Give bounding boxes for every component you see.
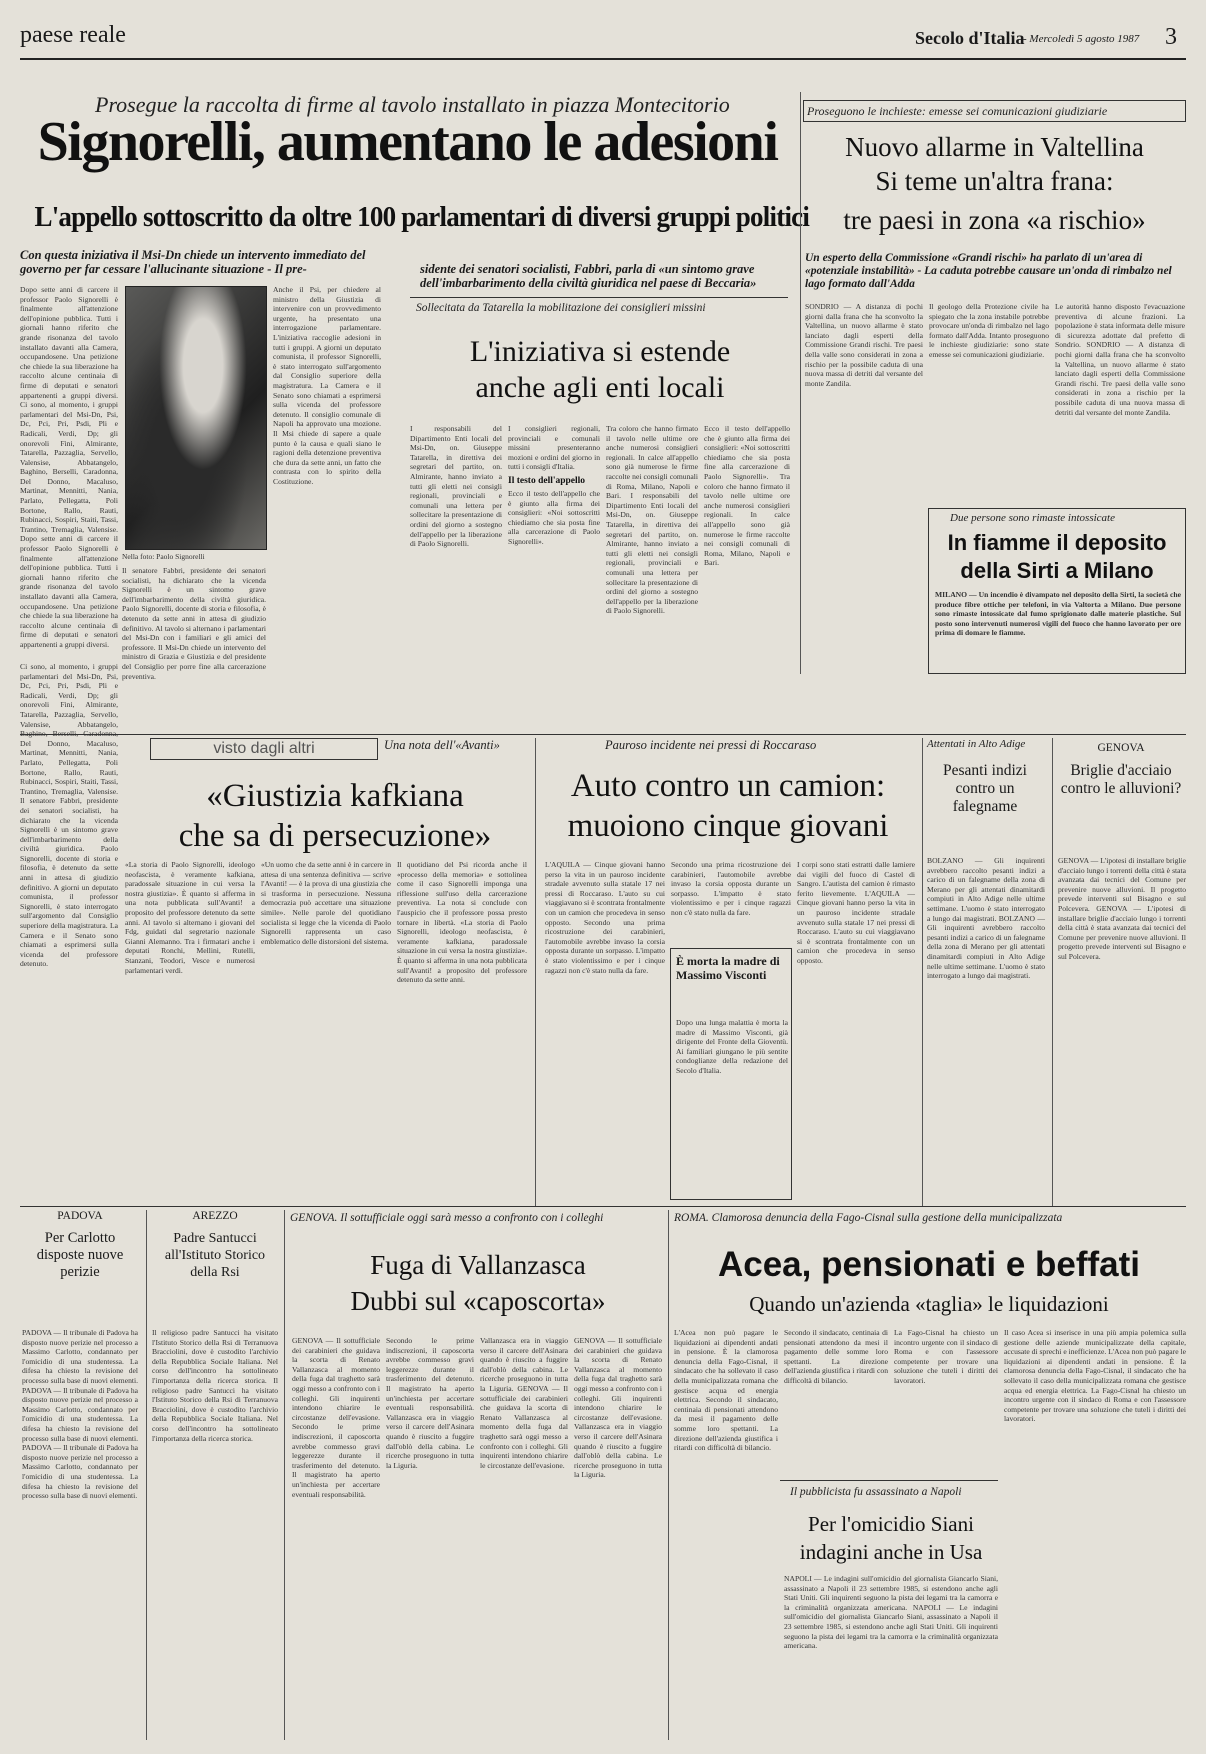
auto-col3b-text: L'AQUILA — Cinque giovani hanno perso la vita in un pauroso incidente stradale avvenuto sulla statale 17 nei pressi di Roccaraso. L'auto su cui viaggiavano si è scontrata frontalmente con un camion che procedeva in senso opposto. [797, 888, 915, 965]
arezzo-text [152, 1328, 278, 1738]
vallanzasca-col2b-text: Vallanzasca era in viaggio verso il carcere dell'Asinara quando è riuscito a fuggire dall'oblò della cabina. Le ricerche proseguono in tutta la Liguria. [386, 1412, 474, 1470]
lead-col1b-text: Ci sono, al momento, i gruppi parlamentari del Msi-Dn, Psi, Dc, Pci, Pri, Psdi, Pli e Radicali, Verdi, Dp; gli onorevoli Fini, Almirante, Tatarella, Pazzaglia, Servello, Valensise, Abbatangelo, Baghino, Berselli, Caradonna, Del Donno, Macaluso, Martinat, Mennitti, Nania, Parlato, Pellegatta, Poli Bortone, Rallo, Rauti, Rubinacci, Sospiri, Staiti, Tassi, Trantino, Tremaglia, Valensise. [20, 400, 118, 534]
sidebar-top-rule [410, 297, 788, 299]
vallanzasca-headline-2: Dubbi sul «caposcorta» [350, 1286, 606, 1316]
sidebar-col3-text: Tra coloro che hanno firmato il tavolo nelle ultime ore anche numerosi consiglieri regionali. In calce all'appello sono già numerose le firme raccolte nei consigli comunali di Roma, Milano, Napoli e Bari. [606, 424, 698, 501]
vallanzasca-col4-text: GENOVA — Il sottufficiale dei carabinieri che guidava la scorta di Renato Vallanzasca al momento della fuga dal traghetto sarà oggi messo a confronto con i colleghi. Gli inquirenti intendono chiarire le circostanze dell'evasione. [574, 1336, 662, 1422]
sidebar-headline-1: L'iniziativa si estende [469, 335, 731, 368]
sidebar-col3b-text: I responsabili del Dipartimento Enti locali del Msi-Dn, on. Giuseppe Tatarella, in direttiva dei segretari del partito, on. Almirante, hanno inviato a tutti gli eletti nei consigli regionali, provinciali e comunali una lettera per sollecitare la presentazione di ordini del giorno a sostegno dell'appello per la liberazione di Paolo Signorelli. [606, 491, 698, 616]
lead-col1-cont [20, 662, 118, 1102]
siani-text [784, 1574, 998, 1738]
valtellina-headline-1: Nuovo allarme in Valtellina [845, 132, 1144, 162]
acea-col3-text: La Fago-Cisnal ha chiesto un incontro urgente con il sindaco di Roma e con l'assessore competente per trovare una soluzione che tuteli i diritti dei lavoratori. [894, 1328, 998, 1385]
kafka-col3b-text: «La storia di Paolo Signorelli, ideologo neofascista, è veramente kafkiana, paradossale situazione in cui versa la nostra giustizia». È quanto si afferma in una nota pubblicata sull'Avanti! a proposito del professore detenuto da sette anni. [397, 917, 528, 985]
briglie-text [1058, 856, 1186, 1201]
siani-text-cont: NAPOLI — Le indagini sull'omicidio del giornalista Giancarlo Siani, assassinato a Napoli il 23 settembre 1985, si estendono anche agli Stati Uniti. Gli inquirenti seguono la pista dei legami tra la camorra e la criminalità organizzata americana. [784, 1602, 999, 1651]
vallanzasca-kicker: GENOVA. Il sottufficiale oggi sarà messo a confronto con i colleghi [290, 1212, 604, 1224]
briglie-text-cont: GENOVA — L'ipotesi di installare briglie d'acciaio lungo i torrenti della città è stata avanzata dai tecnici del Comune per prevenire nuove alluvioni. Il progetto prevede interventi sul Bisagno e sul Polcevera. [1058, 903, 1186, 961]
milano-text-body: MILANO — Un incendio è divampato nel deposito della Sirti, la società che produce fibre ottiche per telefoni, in via Valtorta a Milano. Due persone sono rimaste intossicate dal fumo sprigionato dalle materie plastiche. Sul posto sono intervenuti numerosi vigili del fuoco che hanno lavorato per ore prima di domare le fiamme. [935, 590, 1181, 638]
padova-text-cont: PADOVA — Il tribunale di Padova ha disposto nuove perizie nel processo a Massimo Carlotto, condannato per l'omicidio di una studentessa. La difesa ha chiesto la revisione del processo sulla base di nuovi elementi. [22, 1385, 138, 1443]
photo-caption: Nella foto: Paolo Signorelli [122, 552, 205, 561]
vallanzasca-col4 [574, 1336, 662, 1736]
siani-headline-1: Per l'omicidio Siani [808, 1512, 974, 1536]
valtellina-col2 [929, 302, 1049, 507]
vallanzasca-col2 [386, 1336, 474, 1736]
milano-headline-2: della Sirti a Milano [960, 558, 1154, 583]
arezzo-text-body: Il religioso padre Santucci ha visitato l'Istituto Storico della Rsi di Terranuova Bracciolini, dove è custodito l'archivio della Repubblica Sociale Italiana. Nel corso dell'incontro ha sottolineato l'importanza della ricerca storica. [152, 1328, 278, 1385]
sidebar-col2-text: I consiglieri regionali, provinciali e comunali missini presenteranno mozioni e ordini del giorno in tutti i consigli d'Italia. [508, 424, 600, 472]
lead-col2 [122, 566, 266, 681]
auto-col3-text: I corpi sono stati estratti dalle lamiere dai vigili del fuoco di Castel di Sangro. L'autista del camion è rimasto ferito lievemente. [797, 860, 915, 898]
valtellina-col3b-text: SONDRIO — A distanza di pochi giorni dalla frana che ha sconvolto la Valtellina, un nuovo allarme è stato lanciato dagli esperti della Commissione Grandi rischi. Tre paesi della valle sono considerati in zona a rischio per la possibile caduta di una nuova massa di detriti dal versante del monte Zandila. [1055, 340, 1185, 417]
milano-text [935, 590, 1181, 670]
sidebar-col3 [606, 424, 698, 669]
issue-date: - Mercoledì 5 agosto 1987 [1023, 33, 1140, 45]
kafka-right-rule [535, 738, 536, 1206]
kafka-col1b-text: Al tavolo si alternano i giovani del Fdg, guidati dal segretario nazionale Gianni Alemanno. Tra i firmatari anche i deputati Ronchi, Mellini, Rutelli, Stanzani, Teodori, Vesce e numerosi parlamentari verdi. [125, 917, 255, 975]
padova-text [22, 1328, 138, 1738]
falegname-text-cont: BOLZANO — Gli inquirenti avrebbero raccolto pesanti indizi a carico di un falegname della zona di Merano per gli attentati dinamitardi compiuti in Alto Adige nelle ultime settimane. L'uomo è stato interrogato a lungo dai magistrati. [927, 913, 1046, 981]
auto-headline-2: muoiono cinque giovani [567, 808, 889, 844]
sidebar-col4b-text: Tra coloro che hanno firmato il tavolo nelle ultime ore anche numerosi consiglieri regionali. In calce all'appello sono già numerose le firme raccolte nei consigli comunali di Roma, Milano, Napoli e Bari. [704, 471, 791, 568]
valtellina-col1 [805, 302, 923, 507]
auto-right-rule [922, 738, 923, 1206]
falegname-text-body: BOLZANO — Gli inquirenti avrebbero raccolto pesanti indizi a carico di un falegname della zona di Merano per gli attentati dinamitardi compiuti in Alto Adige nelle ultime settimane. L'uomo è stato interrogato a lungo dai magistrati. [927, 856, 1045, 923]
kafka-col1-text: «La storia di Paolo Signorelli, ideologo neofascista, è veramente kafkiana, paradossale situazione in cui versa la nostra giustizia». È quanto si afferma in una nota pubblicata sull'Avanti! a proposito del professore detenuto da sette anni. [125, 860, 255, 927]
valtellina-col3-text: Le autorità hanno disposto l'evacuazione preventiva di alcune frazioni. La popolazione è stata informata delle misure di sicurezza adottate dal prefetto di Sondrio. [1055, 302, 1185, 350]
acea-col4c-text: La Fago-Cisnal ha chiesto un incontro urgente con il sindaco di Roma e con l'assessore competente per trovare una soluzione che tuteli i diritti dei lavoratori. [1004, 1385, 1187, 1424]
auto-col2 [671, 860, 791, 945]
padova-text-body: PADOVA — Il tribunale di Padova ha disposto nuove perizie nel processo a Massimo Carlotto, condannato per l'omicidio di una studentessa. La difesa ha chiesto la revisione del processo sulla base di nuovi elementi. [22, 1328, 138, 1385]
falegname-text [927, 856, 1045, 1201]
lead-col3c-text: Il consiglio comunale di Napoli ha approvato una mozione. Il Msi chiede di sapere a quale punto è la causa e quali siano le ragioni della detenzione preventiva che dura da sette anni, un fatto che contrasta con lo spirito della Costituzione. [273, 409, 381, 486]
kafka-headline-1: «Giustizia kafkiana [206, 778, 464, 814]
sidebar-col1 [410, 424, 502, 669]
siani-headline-2: indagini anche in Usa [799, 1540, 983, 1564]
auto-kicker: Pauroso incidente nei pressi di Roccaraso [605, 738, 817, 752]
lead-intro-left: Con questa iniziativa il Msi-Dn chiede un intervento immediato del governo per far cessare l'allucinante situazione - Il pre- [20, 248, 366, 276]
lead-col2-text: Il senatore Fabbri, presidente dei senatori socialisti, ha dichiarato che la vicenda Signorelli è un sintomo grave dell'imbarbarimento della civiltà giuridica. Paolo Signorelli, docente di storia e filosofia, è detenuto da sette anni in attesa di giudizio definitivo. [122, 566, 266, 633]
sidebar-col2b-text: Ecco il testo dell'appello che è giunto alla firma dei consiglieri: «Noi sottoscritti chiediamo che sia posta fine alla carcerazione di Paolo Signorelli». [508, 488, 600, 546]
siani-text-body: NAPOLI — Le indagini sull'omicidio del giornalista Giancarlo Siani, assassinato a Napoli il 23 settembre 1985, si estendono anche agli Stati Uniti. Gli inquirenti seguono la pista dei legami tra la camorra e la criminalità organizzata americana. [784, 1574, 998, 1612]
arezzo-headline: Padre Santucci all'Istituto Storico della Rsi [164, 1231, 266, 1280]
acea-col4 [1004, 1328, 1186, 1738]
acea-col1 [674, 1328, 778, 1738]
arezzo-kicker: AREZZO [192, 1210, 238, 1222]
acea-col2-text: Secondo il sindacato, centinaia di pensionati attendono da mesi il pagamento delle somme loro spettanti. La direzione dell'azienda giustifica i ritardi con difficoltà di bilancio. [784, 1328, 888, 1385]
acea-headline: Acea, pensionati e beffati [717, 1245, 1141, 1284]
lead-col3-text: Anche il Psi, per chiedere al ministro della Giustizia di intervenire con un provvedimento urgente, ha presentato una interrogazione parlamentare. L'iniziativa raccoglie adesioni in tutti i gruppi. [273, 285, 381, 352]
kafka-col3-text: Il quotidiano del Psi ricorda anche il «processo della memoria» e sottolinea come il caso Signorelli imponga una riflessione sull'uso della carcerazione preventiva. La nota si conclude con l'auspicio che il professore possa presto tornare in libertà. [397, 860, 527, 927]
page-number: 3 [1165, 24, 1177, 50]
lead-col1-text: Dopo sette anni di carcere il professor Paolo Signorelli è finalmente all'attenzione dell'opinione pubblica. Tutti i giornali hanno riferito che grande risonanza del tavolo installato davanti alla Camera, occupandosene. Una petizione che chiede la sua liberazione ha raccolto alcune centinaia di firme di deputati e senatori appartenenti a gruppi diversi. [20, 285, 118, 400]
padova-kicker: PADOVA [57, 1210, 103, 1222]
auto-col1-text: L'AQUILA — Cinque giovani hanno perso la vita in un pauroso incidente stradale avvenuto sulla statale 17 nei pressi di Roccaraso. L'auto su cui viaggiavano si è scontrata frontalmente con un camion che procedeva in senso opposto. [545, 860, 665, 927]
briglie-headline: Briglie d'acciaio contro le alluvioni? [1060, 762, 1182, 797]
newspaper-name: Secolo d'Italia [915, 28, 1025, 48]
kafka-col2 [261, 860, 391, 1200]
auto-col1b-text: Secondo una prima ricostruzione dei carabinieri, l'automobile avrebbe invaso la corsia opposta durante un sorpasso. L'impatto è stato violentissimo e per i cinque ragazzi non c'è stato nulla da fare. [545, 917, 665, 975]
padova-headline: Per Carlotto disposte nuove perizie [36, 1230, 124, 1280]
sidebar-subhead: Il testo dell'appello [508, 475, 586, 486]
milano-kicker: Due persone sono rimaste intossicate [950, 512, 1115, 524]
acea-col1-text: L'Acea non può pagare le liquidazioni ai dipendenti andati in pensione. È la clamorosa denuncia della Fago-Cisnal, il sindacato che ha sollevato il caso della municipalizzata romana che gestisce acqua ed energia elettrica. [674, 1328, 778, 1405]
valtellina-col1-text: SONDRIO — A distanza di pochi giorni dalla frana che ha sconvolto la Valtellina, un nuovo allarme è stato lanciato dagli esperti della Commissione Grandi rischi. Tre paesi della valle sono considerati in zona a rischio per la possibile caduta di una nuova massa di detriti dal versante del monte Zandila. [805, 302, 923, 388]
visconti-text [676, 1018, 788, 1194]
lead-col1-cont-text3: A giorni un deputato comunista, il professor Signorelli, è stato interrogato sull'argomento dal Consiglio superiore della magistratura. La Camera e il Senato sono chiamati a esprimersi sulla vicenda del professore detenuto. [20, 882, 118, 969]
sidebar-col4-text: Ecco il testo dell'appello che è giunto alla firma dei consiglieri: «Noi sottoscritti chiediamo che sia posta fine alla carcerazione di Paolo Signorelli». [704, 424, 790, 481]
acea-col4-text: Il caso Acea si inserisce in una più ampia polemica sulla gestione delle aziende municipalizzate della capitale, accusate di sprechi e inefficienze. [1004, 1328, 1186, 1357]
padova-text-cont2: PADOVA — Il tribunale di Padova ha disposto nuove perizie nel processo a Massimo Carlotto, condannato per l'omicidio di una studentessa. La difesa ha chiesto la revisione del processo sulla base di nuovi elementi. [22, 1443, 138, 1501]
auto-headline-1: Auto contro un camion: [570, 768, 886, 804]
vallanzasca-col1b-text: Secondo le prime indiscrezioni, il caposcorta avrebbe commesso gravi leggerezze durante il trasferimento del detenuto. Il magistrato ha aperto un'inchiesta per accertare eventuali responsabilità. [292, 1422, 380, 1499]
siani-kicker: Il pubblicista fu assassinato a Napoli [790, 1486, 962, 1498]
vallanzasca-right-rule [668, 1210, 669, 1740]
sidebar-col1-text: I responsabili del Dipartimento Enti locali del Msi-Dn, on. Giuseppe Tatarella, in direttiva dei segretari del partito, on. Almirante, hanno inviato a tutti gli eletti nei consigli regionali, provinciali e comunali una lettera per sollecitare la presentazione di ordini del giorno a sostegno dell'appello per la liberazione di Paolo Signorelli. [410, 424, 502, 549]
falegname-right-rule [1052, 738, 1053, 1206]
kafka-label: visto dagli altri [213, 740, 315, 757]
vallanzasca-col4b-text: Vallanzasca era in viaggio verso il carcere dell'Asinara quando è riuscito a fuggire dall'oblò della cabina. Le ricerche proseguono in tutta la Liguria. [574, 1422, 662, 1480]
acea-col2 [784, 1328, 888, 1478]
lead-kicker: Prosegue la raccolta di firme al tavolo installato in piazza Montecitorio [95, 92, 730, 117]
auto-col1 [545, 860, 665, 1200]
acea-kicker: ROMA. Clamorosa denuncia della Fago-Cisnal sulla gestione della municipalizzata [674, 1212, 1063, 1224]
section-name: paese reale [20, 22, 126, 48]
milano-headline-1: In fiamme il deposito [947, 530, 1167, 555]
lead-col3 [273, 285, 381, 670]
masthead-rule [20, 58, 1186, 60]
sidebar-headline-2: anche agli enti locali [475, 371, 725, 404]
kafka-kicker: Una nota dell'«Avanti» [384, 738, 500, 752]
vallanzasca-col3-text: Vallanzasca era in viaggio verso il carcere dell'Asinara quando è riuscito a fuggire dall'oblò della cabina. Le ricerche proseguono in tutta la Liguria. [480, 1336, 568, 1393]
signorelli-photo [125, 286, 267, 550]
middle-top-rule [20, 734, 1186, 735]
vallanzasca-headline-1: Fuga di Vallanzasca [370, 1250, 586, 1280]
valtellina-col3 [1055, 302, 1185, 507]
vallanzasca-col1-text: GENOVA — Il sottufficiale dei carabinieri che guidava la scorta di Renato Vallanzasca al momento della fuga dal traghetto sarà oggi messo a confronto con i colleghi. Gli inquirenti intendono chiarire le circostanze dell'evasione. [292, 1336, 380, 1422]
siani-top-rule [780, 1480, 998, 1481]
arezzo-text-cont: Il religioso padre Santucci ha visitato l'Istituto Storico della Rsi di Terranuova Bracciolini, dove è custodito l'archivio della Repubblica Sociale Italiana. Nel corso dell'incontro ha sottolineato l'importanza della ricerca storica. [152, 1375, 278, 1443]
lead-col1-cont-text2: Il senatore Fabbri, presidente dei senatori socialisti, ha dichiarato che la vicenda Signorelli è un sintomo grave dell'imbarbarimento della civiltà giuridica. Paolo Signorelli, docente di storia e filosofia, è detenuto da sette anni in attesa di giudizio definitivo. [20, 796, 118, 892]
lead-col1-cont-text: Ci sono, al momento, i gruppi parlamentari del Msi-Dn, Psi, Dc, Pci, Pri, Psdi, Pli e Radicali, Verdi, Dp; gli onorevoli Fini, Almirante, Tatarella, Pazzaglia, Servello, Valensise, Abbatangelo, Baghino, Berselli, Caradonna, Del Donno, Macaluso, Martinat, Mennitti, Nania, Parlato, Pellegatta, Poli Bortone, Rallo, Rauti, Rubinacci, Sospiri, Staiti, Tassi, Trantino, Tremaglia, Valensise. [20, 662, 118, 796]
lead-intro-right: sidente dei senatori socialisti, Fabbri, parla di «un sintomo grave dell'imbarbarimento della civiltà giuridica nel paese di Beccaria» [420, 262, 757, 290]
kafka-headline-2: che sa di persecuzione» [178, 818, 492, 854]
briglie-kicker: GENOVA [1097, 742, 1145, 754]
falegname-headline: Pesanti indizi contro un falegname [943, 762, 1027, 815]
vallanzasca-col3 [480, 1336, 568, 1736]
falegname-kicker: Attentati in Alto Adige [927, 738, 1026, 750]
visconti-title: È morta la madre di Massimo Visconti [676, 954, 780, 982]
kafka-col1 [125, 860, 255, 1200]
vallanzasca-col3b-text: GENOVA — Il sottufficiale dei carabinieri che guidava la scorta di Renato Vallanzasca al momento della fuga dal traghetto sarà oggi messo a confronto con i colleghi. Gli inquirenti intendono chiarire le circostanze dell'evasione. [480, 1383, 568, 1470]
bottom-top-rule [20, 1206, 1186, 1207]
valtellina-headline-3: tre paesi in zona «a rischio» [843, 205, 1146, 235]
lead-col1-filler: Dopo sette anni di carcere il professor Paolo Signorelli è finalmente all'attenzione dell'opinione pubblica. Tutti i giornali hanno riferito che grande risonanza del tavolo installato davanti alla Camera, occupandosene. Una petizione che chiede la sua liberazione ha raccolto alcune centinaia di firme di deputati e senatori appartenenti a gruppi diversi. [20, 534, 118, 649]
auto-col2-text: Secondo una prima ricostruzione dei carabinieri, l'automobile avrebbe invaso la corsia opposta durante un sorpasso. L'impatto è stato violentissimo e per i cinque ragazzi non c'è stato nulla da fare. [671, 860, 791, 917]
sidebar-kicker: Sollecitata da Tatarella la mobilitazione dei consiglieri missini [416, 302, 706, 314]
padova-right-rule [146, 1210, 147, 1740]
column-rule [800, 92, 801, 674]
lead-col3b-text: A giorni un deputato comunista, il professor Signorelli, è stato interrogato sull'argomento dal Consiglio superiore della magistratura. La Camera e il Senato sono chiamati a esprimersi sulla vicenda del professore detenuto. [273, 342, 381, 419]
acea-col4b-text: L'Acea non può pagare le liquidazioni ai dipendenti andati in pensione. È la clamorosa denuncia della Fago-Cisnal, il sindacato che ha sollevato il caso della municipalizzata romana che gestisce acqua ed energia elettrica. [1004, 1347, 1186, 1395]
valtellina-kicker: Proseguono le inchieste: emesse sei comunicazioni giudiziarie [807, 104, 1108, 118]
sidebar-col4 [704, 424, 790, 669]
lead-col1 [20, 285, 118, 670]
kafka-col2-text: «Un uomo che da sette anni è in carcere in attesa di una sentenza definitiva — scrive l'Avanti! — è la prova di una giustizia che si trasforma in persecuzione. Nessuna democrazia può accettare una situazione simile». [261, 860, 391, 917]
acea-col1b-text: Secondo il sindacato, centinaia di pensionati attendono da mesi il pagamento delle somme loro spettanti. La direzione dell'azienda giustifica i ritardi con difficoltà di bilancio. [674, 1395, 778, 1453]
valtellina-headline-2: Si teme un'altra frana: [875, 166, 1114, 196]
kafka-col2b-text: Nelle parole del quotidiano socialista si legge che la vicenda di Paolo Signorelli rappresenta un caso emblematico delle distorsioni del sistema. [261, 907, 391, 946]
acea-subhead: Quando un'azienda «taglia» le liquidazioni [749, 1292, 1109, 1316]
acea-col3 [894, 1328, 998, 1478]
vallanzasca-col1 [292, 1336, 380, 1736]
kafka-col3 [397, 860, 527, 1200]
arezzo-right-rule [284, 1210, 285, 1740]
sidebar-col2 [508, 424, 600, 669]
valtellina-intro: Un esperto della Commissione «Grandi rischi» ha parlato di un'area di «potenziale instabilità» - La caduta potrebbe causare un'onda di rimbalzo nel lago formato dall'Adda [805, 252, 1172, 290]
lead-subhead: L'appello sottoscritto da oltre 100 parlamentari di diversi gruppi politici [34, 202, 810, 233]
briglie-text-body: GENOVA — L'ipotesi di installare briglie d'acciaio lungo i torrenti della città è stata avanzata dai tecnici del Comune per prevenire nuove alluvioni. Il progetto prevede interventi sul Bisagno e sul Polcevera. [1058, 856, 1186, 913]
visconti-text-body: Dopo una lunga malattia è morta la madre di Massimo Visconti, già dirigente del Fronte della Gioventù. Ai familiari giungano le più sentite condoglianze della redazione del Secolo d'Italia. [676, 1018, 788, 1075]
lead-headline: Signorelli, aumentano le adesioni [37, 111, 778, 173]
vallanzasca-col2-text: Secondo le prime indiscrezioni, il caposcorta avrebbe commesso gravi leggerezze durante il trasferimento del detenuto. Il magistrato ha aperto un'inchiesta per accertare eventuali responsabilità. [386, 1336, 474, 1413]
valtellina-col2-text: Il geologo della Protezione civile ha spiegato che la zona instabile potrebbe provocare un'onda di rimbalzo nel lago formato dall'Adda. Intanto proseguono le inchieste giudiziarie: sono state emesse sei comunicazioni giudiziarie. [929, 302, 1049, 359]
auto-col3 [797, 860, 915, 1200]
lead-col2b-text: Al tavolo si alternano i parlamentari del Msi-Dn con i familiari e gli amici del professore. Il Msi-Dn chiede un intervento del ministro di Grazia e Giustizia e del presidente del Consiglio per porre fine alla carcerazione preventiva. [122, 623, 266, 681]
